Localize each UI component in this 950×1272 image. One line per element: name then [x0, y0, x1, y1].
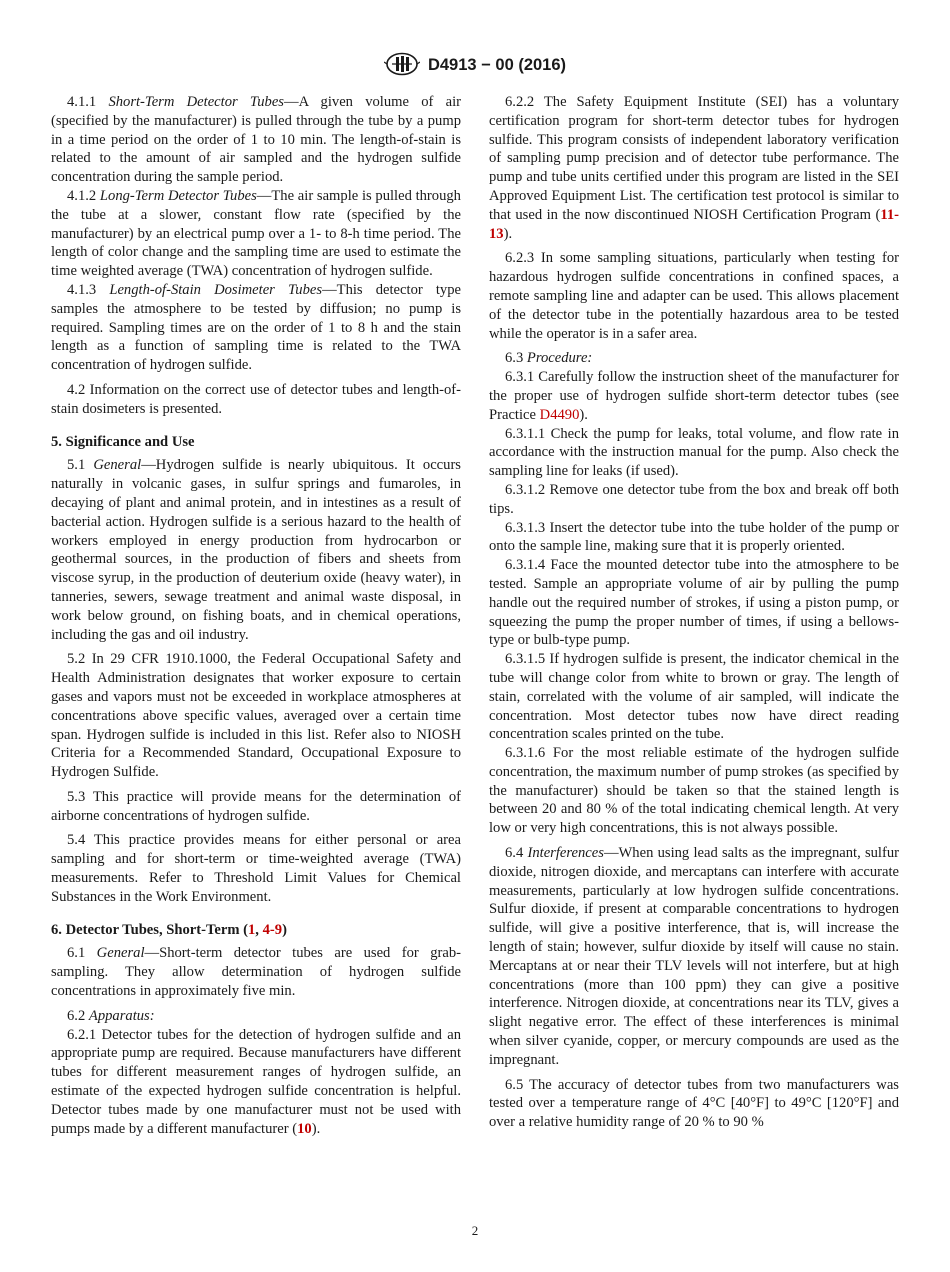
- paragraph-6-5: 6.5 The accuracy of detector tubes from two manufacturers was tested over a temperature range of 4°C [40°F] to 49°C [120°F] and over a relative humidity range of 20 % to 90 %: [489, 1076, 899, 1131]
- standard-link[interactable]: D4490: [539, 406, 580, 423]
- reference-link[interactable]: 10: [297, 1120, 312, 1137]
- paragraph-5-2: 5.2 In 29 CFR 1910.1000, the Federal Occupational Safety and Health Administration designates that worker exposure to certain gases and vapors must not be exceeded in workplace atmospheres at concentrations above specific values, averaged over a certain time span. Hydrogen sulfide is included in this list. Refer also to NIOSH Criteria for a Recommended Standard, Occupational Exposure to Hydrogen Sulfide.: [51, 651, 461, 781]
- paragraph-5-1: 5.1 General—Hydrogen sulfide is nearly ubiquitous. It occurs naturally in volcanic gases, in sulfur springs and fumaroles, in decaying of plant and animal protein, and in intestines as a result of bacterial action. Hydrogen sulfide is a serious hazard to the health of workers employed in energy production from hydrocarbon or geothermal sources, in the production of fibers and sheets from viscose syrup, in the production of deuterium oxide (heavy water), in tanneries, sewers, sewage treatment and animal waste disposal, in work below ground, on fishing boats, and in chemical operations, including the gas and oil industry.: [51, 457, 461, 643]
- paragraph-6-2: 6.2 Apparatus:: [67, 1007, 155, 1024]
- paragraph-6-3-1: 6.3.1 Carefully follow the instruction sheet of the manufacturer for the proper use of hydrogen sulfide short-term detector tubes (see Practice D4490).: [489, 369, 899, 423]
- paragraph-6-2-3: 6.2.3 In some sampling situations, particularly when testing for hazardous hydrogen sulfide concentrations in confined spaces, a remote sampling line and adapter can be used. This allows placement of the detector tube in the potentially hazardous area to be tested while the operator is in a safer area.: [489, 250, 899, 342]
- right-column: [489, 93, 899, 1132]
- paragraph-6-3-1-5: 6.3.1.5 If hydrogen sulfide is present, the indicator chemical in the tube will change color from white to brown or gray. The length of stain, correlated with the volume of air sampled, will indicate the concentration. Most detector tubes now have direct reading concentration scales printed on the tube.: [489, 651, 899, 743]
- paragraph-6-2-1: 6.2.1 Detector tubes for the detection of hydrogen sulfide and an appropriate pump are required. Because manufacturers have different tubes for different measurement ranges of hydrogen sulfide, an estimate of the expected hydrogen sulfide concentration is helpful. Detector tubes made by one manufacturer must not be used with pumps made by a different manufacturer (10).: [51, 1026, 461, 1137]
- paragraph-6-3-1-6: 6.3.1.6 For the most reliable estimate of the hydrogen sulfide concentration, the maximum number of pump strokes (as specified by the manufacturer) should be taken so that the stained length is between 20 and 80 % of the total indicating chemical length. At very low or very high concentrations, this is not always possible.: [489, 745, 899, 837]
- paragraph-5-3: 5.3 This practice will provide means for the determination of airborne concentrations of hydrogen sulfide.: [51, 788, 461, 824]
- paragraph-6-4: 6.4 Interferences—When using lead salts as the impregnant, sulfur dioxide, nitrogen dioxide, and mercaptans can interfere with accurate measurements, particularly at low hydrogen sulfide concentrations. Sulfur dioxide, if present at comparable concentrations to hydrogen sulfide, will give a positive interference, that is, will increase the length of stain; however, sulfur dioxide by itself will cause no stain. Mercaptans at or near their TLV levels will not interfere, but at high concentrations (more than 100 ppm) they can give a positive interference. Nitrogen dioxide, at concentrations near its TLV, gives a slight negative error. The effect of these interferences is minimal when silver cyanide, copper, or mercury compounds are used as the impregnant.: [489, 845, 899, 1068]
- paragraph-6-1: 6.1 General—Short-term detector tubes are used for grab-sampling. They allow determination of hydrogen sulfide concentrations in approximately five min.: [51, 945, 461, 1000]
- section-heading-6: 6. Detector Tubes, Short-Term (1, 4-9): [51, 921, 287, 938]
- left-column: [51, 93, 461, 1138]
- section-heading-5: 5. Significance and Use: [51, 433, 195, 450]
- page-header: [0, 52, 950, 81]
- document-designation: D4913 − 00 (2016): [427, 56, 567, 74]
- paragraph-6-3-1-2: 6.3.1.2 Remove one detector tube from the box and break off both tips.: [489, 481, 899, 517]
- paragraph-5-4: 5.4 This practice provides means for either personal or area sampling and for short-term or time-weighted average (TWA) measurements. Refer to Threshold Limit Values for Chemical Substances in the Work Environment.: [51, 832, 461, 905]
- reference-link[interactable]: 11-13: [489, 206, 899, 242]
- paragraph-6-3-1-1: 6.3.1.1 Check the pump for leaks, total volume, and flow rate in accordance with the instruction manual for the pump. Also check the sampling line for leaks (if used).: [489, 425, 899, 480]
- page-number: 2: [471, 1223, 479, 1238]
- paragraph-4-1-3: 4.1.3 Length-of-Stain Dosimeter Tubes—This detector type samples the atmosphere to be tested by diffusion; no pump is required. Sampling times are on the order of 1 to 8 h and the stain length as a function of sampling time is related to the TWA concentration of hydrogen sulfide.: [51, 281, 461, 374]
- reference-link[interactable]: 1: [248, 921, 256, 938]
- paragraph-6-3: 6.3 Procedure:: [505, 350, 593, 367]
- paragraph-6-2-2: 6.2.2 The Safety Equipment Institute (SEI) has a voluntary certification program for short-term detector tubes for hydrogen sulfide. This program consists of independent laboratory verification of sampling pump precision and of detector tube performance. The pump and tube units certified under this program are listed in the SEI Approved Equipment List. The certification test protocol is similar to that used in the now discontinued NIOSH Certification Program (11-13).: [489, 94, 899, 242]
- paragraph-4-2: 4.2 Information on the correct use of detector tubes and length-of-stain dosimeters is presented.: [51, 381, 461, 417]
- paragraph-4-1-1: 4.1.1 Short-Term Detector Tubes—A given volume of air (specified by the manufacturer) is pulled through the tube by a pump in a time period on the order of 1 to 10 min. The length-of-stain is related to the amount of air sampled and the hydrogen sulfide concentration during the sample period.: [51, 94, 461, 186]
- paragraph-6-3-1-3: 6.3.1.3 Insert the detector tube into the tube holder of the pump or onto the sample line, making sure that it is properly oriented.: [489, 519, 899, 555]
- paragraph-6-3-1-4: 6.3.1.4 Face the mounted detector tube into the atmosphere to be tested. Sample an appropriate volume of air by pulling the pump handle out the required number of strokes, if using a piston pump, or squeezing the pump the proper number of times, if using a bellows-type or bulb-type pump.: [489, 557, 899, 649]
- astm-logo-icon: [384, 52, 420, 81]
- paragraph-4-1-2: 4.1.2 Long-Term Detector Tubes—The air sample is pulled through the tube at a slower, constant flow rate (specified by the manufacturer) by an electrical pump over a 1- to 8-h time period. The length of color change and the sampling time are used to estimate the time weighted average (TWA) concentration of hydrogen sulfide.: [51, 187, 461, 280]
- reference-link[interactable]: 4-9: [262, 921, 283, 938]
